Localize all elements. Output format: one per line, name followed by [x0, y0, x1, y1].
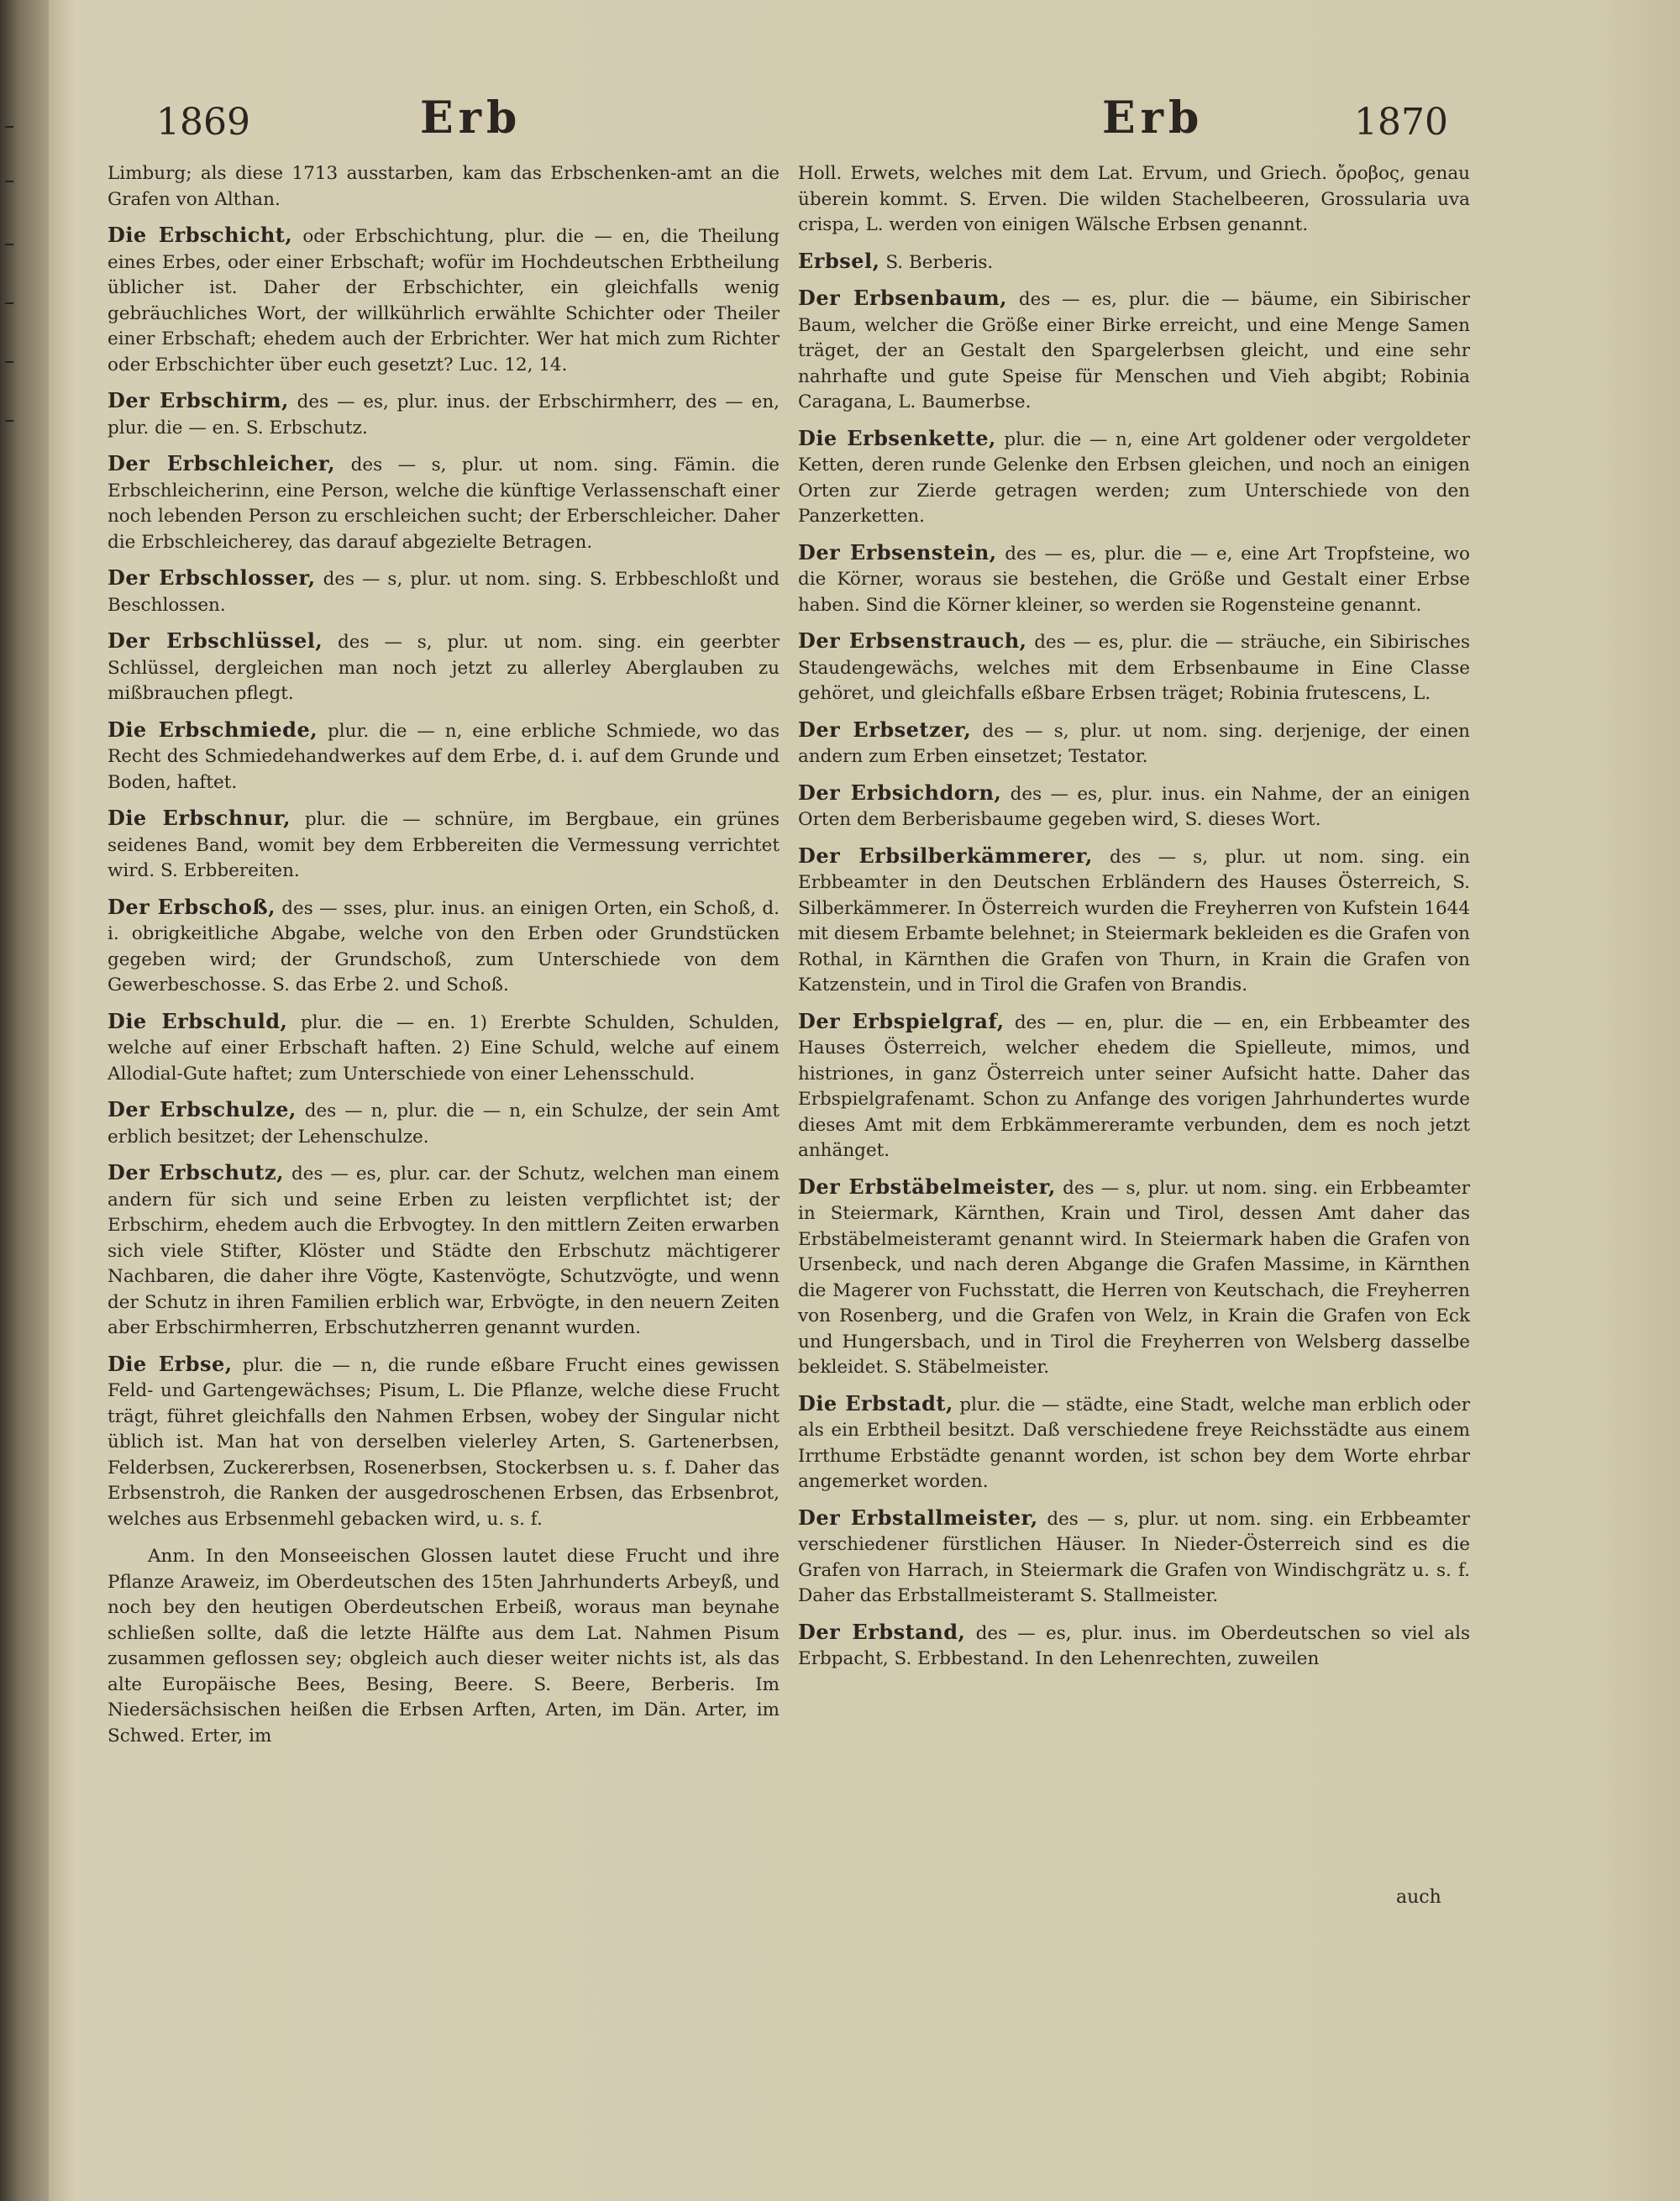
- entry-headword: Der Erbsichdorn,: [798, 780, 1002, 805]
- dictionary-entry: [798, 161, 1470, 239]
- dictionary-entry: [798, 540, 1470, 619]
- dictionary-entry: [108, 717, 780, 796]
- left-page-number: 1869: [156, 101, 250, 144]
- catchword: auch: [1396, 1887, 1441, 1908]
- entry-headword: Der Erbschoß,: [108, 894, 276, 919]
- entry-text: des — n, plur. die — n, ein Schulze, der sein Amt erblich besitzet; der Lehenschulze.: [108, 1100, 780, 1148]
- entry-text: plur. die — n, die runde eßbare Frucht eines gewissen Feld- und Gartengewächses; Pisum, L. Die Pflanze, welche diese Frucht trägt, führet gleichfalls den Nahmen Erbsen, wobey der Singular nicht üblich ist. Man hat von derselben vielerley Arten, S. Gartenerbsen, Felderbsen, Zuckererbsen, Rosenerbsen, Stockerbsen u. s. f. Daher das Erbsenstroh, die Ranken der ausgedroschenen Erbsen, das Erbsenbrot, welches aus Erbsenmehl gebacken wird, u. s. f.: [108, 1354, 780, 1530]
- dictionary-entry: [108, 1009, 780, 1088]
- dictionary-entry: [798, 843, 1470, 999]
- entry-headword: Der Erbschirm,: [108, 388, 289, 412]
- entry-text: oder Erbschichtung, plur. die — en, die Theilung eines Erbes, oder einer Erbschaft; wofür im Hochdeutschen Erbtheilung üblicher ist. Daher der Erbschichter, ein gleichfalls wenig gebräuchliches Wort, der willkührlich erwählte Schichter oder Theiler einer Erbschaft; ehedem auch der Erbrichter. Wer hat mich zum Richter oder Erbschichter über euch gesetzt? Luc. 12, 14.: [108, 226, 780, 376]
- entry-text: des — s, plur. ut nom. sing. S. Erbbeschloßt und Beschlossen.: [108, 569, 780, 616]
- entry-text: Limburg; als diese 1713 ausstarben, kam das Erbschenken-amt an die Grafen von Althan.: [108, 163, 780, 210]
- entry-text: des — es, plur. inus. der Erbschirmherr, des — en, plur. die — en. S. Erbschutz.: [108, 391, 780, 439]
- entry-headword: Der Erbschlüssel,: [108, 628, 323, 653]
- dictionary-entry: [798, 1620, 1470, 1673]
- dictionary-entry: [108, 628, 780, 707]
- dictionary-entry: [798, 717, 1470, 770]
- dictionary-entry: [798, 286, 1470, 416]
- entry-text: des — es, plur. die — bäume, ein Sibirischer Baum, welcher die Größe einer Birke erreicht, und eine Menge Samen träget, der an Gestalt den Spargelerbsen gleicht, und eine sehr nahrhafte und gute Speise für Menschen und Vieh abgibt; Robinia Caragana, L. Baumerbse.: [798, 289, 1471, 412]
- entry-text: des — s, plur. ut nom. sing. ein Erbbeamter in den Deutschen Erbländern des Hauses Österreich, S. Silberkämmerer. In Österreich wurden die Freyherren von Kufstein 1644 mit diesem Erbamte belehnet; in Steiermark bekleiden es die Grafen von Rothal, in Kärnthen die Grafen von Thurn, in Krain die Grafen von Katzenstein, und in Tirol die Grafen von Brandis.: [798, 846, 1471, 995]
- dictionary-entry: [798, 1174, 1470, 1381]
- entry-text: des — es, plur. die — e, eine Art Tropfsteine, wo die Körner, woraus sie bestehen, die Größe und Gestalt einer Erbse haben. Sind die Körner kleiner, so werden sie Rogensteine genannt.: [798, 543, 1470, 616]
- entry-headword: Der Erbstand,: [798, 1619, 966, 1644]
- entry-text: plur. die — n, eine Art goldener oder vergoldeter Ketten, deren runde Gelenke den Erbsen gleichen, und noch an einigen Orten zur Zierde getragen werden; zum Unterschiede von den Panzerketten.: [798, 428, 1470, 527]
- right-page-number: 1870: [1354, 101, 1448, 144]
- entry-text: des — s, plur. ut nom. sing. ein Erbbeamter in Steiermark, Kärnthen, Krain und Tirol, dessen Amt daher das Erbstäbelmeisteramt genannt wird. In Steiermark haben die Grafen von Ursenbeck, und nach deren Abgange die Grafen Massime, in Kärnthen die Magerer von Fuchsstatt, die Herren von Keutschach, die Freyherren von Rosenberg, und die Grafen von Welz, in Krain die Grafen von Eck und Hungersbach, und in Tirol die Freyherren von Welsberg dasselbe bekleidet. S. Stäbelmeister.: [798, 1177, 1470, 1378]
- page-header: [0, 92, 1680, 160]
- entry-text: des — s, plur. ut nom. sing. Fämin. die Erbschleicherinn, eine Person, welche die künftige Verlassenschaft einer noch lebenden Person zu erschleichen sucht; der Erberschleicher. Daher die Erbschleicherey, das darauf abgezielte Betragen.: [108, 454, 780, 553]
- entry-headword: Die Erbschicht,: [108, 223, 293, 247]
- entry-text: plur. die — en. 1) Ererbte Schulden, Schulden, welche auf einer Erbschaft haften. 2) Eine Schuld, welche auf einem Allodial-Gute haftet; zum Unterschiede von einer Lehensschuld.: [108, 1011, 780, 1085]
- entry-text: plur. die — städte, eine Stadt, welche man erblich oder als ein Erbtheil besitzt. Daß verschiedene freye Reichsstädte aus einem Irrthume Erbstädte genannt worden, ist schon bey dem Worte ehrbar angemerket worden.: [798, 1394, 1470, 1492]
- dictionary-entry: [108, 451, 780, 555]
- entry-headword: Der Erbschulze,: [108, 1097, 297, 1122]
- dictionary-entry: [108, 1352, 780, 1533]
- dictionary-entry: [108, 806, 780, 885]
- entry-headword: Der Erbsenstrauch,: [798, 628, 1027, 653]
- entry-headword: Der Erbschleicher,: [108, 451, 336, 475]
- dictionary-entry: [798, 628, 1470, 707]
- entry-headword: Die Erbschmiede,: [108, 717, 318, 742]
- dictionary-entry: [108, 1097, 780, 1150]
- dictionary-entry: [108, 161, 780, 213]
- entry-headword: Die Erbsenkette,: [798, 425, 996, 450]
- entry-text: des — s, plur. ut nom. sing. derjenige, der einen andern zum Erben einsetzet; Testator.: [798, 720, 1470, 767]
- entry-text: des — sses, plur. inus. an einigen Orten, ein Schoß, d. i. obrigkeitliche Abgabe, welche von den Erben oder Grundstücken gegeben wird; der Grundschoß, zum Unterschiede von dem Gewerbeschosse. S. das Erbe 2. und Schoß.: [108, 897, 780, 995]
- entry-text: plur. die — schnüre, im Bergbaue, ein grünes seidenes Band, womit bey dem Erbbereiten die Vermessung verrichtet wird. S. Erbbereiten.: [108, 809, 780, 881]
- left-column: [108, 161, 780, 1749]
- entry-headword: Der Erbschutz,: [108, 1160, 285, 1185]
- right-running-head: Erb: [1102, 92, 1205, 144]
- entry-headword: Der Erbsenbaum,: [798, 286, 1008, 310]
- dictionary-entry: [798, 1009, 1470, 1164]
- entry-headword: Die Erbschuld,: [108, 1008, 288, 1033]
- entry-headword: Der Erbsetzer,: [798, 717, 972, 742]
- entry-headword: Die Erbstadt,: [798, 1390, 953, 1416]
- entry-text: plur. die — n, eine erbliche Schmiede, wo das Recht des Schmiedehandwerkes auf dem Erbe, d. i. auf dem Grunde und Boden, haftet.: [108, 720, 780, 793]
- entry-headword: Die Erbse,: [108, 1351, 233, 1376]
- entry-text: des — es, plur. inus. im Oberdeutschen so viel als Erbpacht, S. Erbbestand. In den Lehenrechten, zuweilen: [798, 1622, 1470, 1669]
- annotation-note: Anm. In den Monseeischen Glossen lautet diese Frucht und ihre Pflanze Araweiz, im Oberdeutschen des 15ten Jahrhunderts Arbeyß, und noch bey den heutigen Oberdeutschen Erbeiß, woraus man beynahe schließen sollte, daß die letzte Hälfte aus dem Lat. Nahmen Pisum zusammen geflossen sey; obgleich auch dieser weiter nichts ist, als das alte Europäische Bees, Besing, Beere. S. Beere, Berberis. Im Niedersächsischen heißen die Erbsen Arften, Arten, im Dän. Arter, im Schwed. Erter, im: [108, 1546, 780, 1747]
- dictionary-entry: [798, 426, 1470, 530]
- dictionary-entry: [798, 780, 1470, 833]
- entry-headword: Der Erbsenstein,: [798, 539, 997, 565]
- entry-text: Holl. Erwets, welches mit dem Lat. Ervum, und Griech. ὄροβος, genau überein kommt. S. Erven. Die wilden Stachelbeeren, Grossularia uva crispa, L. werden von einigen Wälsche Erbsen genannt.: [798, 163, 1470, 235]
- dictionary-entry: [798, 1505, 1470, 1610]
- left-running-head: Erb: [420, 92, 522, 144]
- dictionary-entry: [108, 388, 780, 441]
- book-binding-edge: [0, 0, 49, 2201]
- dictionary-entry: [108, 223, 780, 378]
- entry-text: des — s, plur. ut nom. sing. ein Erbbeamter verschiedener fürstlichen Häuser. In Nieder-Österreich sind es die Grafen von Harrach, in Steiermark die Grafen von Windischgrätz u. s. f. Daher das Erbstallmeisteramt S. Stallmeister.: [798, 1508, 1470, 1606]
- entry-text: des — es, plur. car. der Schutz, welchen man einem andern für sich und seine Erben zu leisten verpflichtet ist; der Erbschirm, ehedem auch die Erbvogtey. In den mittlern Zeiten erwarben sich viele Stifter, Klöster und Städte den Erbschutz mächtigerer Nachbaren, die daher ihre Vögte, Kastenvögte, Schutzvögte, und wenn der Schutz in ihren Familien erblich war, Erbvögte, in den neuern Zeiten aber Erbschirmherren, Erbschutzherren genannt wurden.: [108, 1164, 780, 1338]
- entry-text: des — en, plur. die — en, ein Erbbeamter des Hauses Österreich, welcher ehedem die Spielleute, mimos, und histriones, in ganz Österreich unter seiner Aufsicht hatte. Daher das Erbspielgrafenamt. Schon zu Anfange des vorigen Jahrhundertes wurde dieses Amt mit dem Erbkämmereramte verbunden, dem es noch jetzt anhänget.: [798, 1011, 1470, 1161]
- entry-headword: Erbsel,: [798, 248, 880, 273]
- dictionary-entry: [108, 1160, 780, 1342]
- dictionary-entry: [108, 565, 780, 618]
- entry-text: S. Berberis.: [885, 251, 994, 273]
- entry-headword: Die Erbschnur,: [108, 806, 291, 830]
- entry-headword: Der Erbsilberkämmerer,: [798, 843, 1093, 868]
- dictionary-entry: [798, 249, 1470, 276]
- entry-headword: Der Erbstäbelmeister,: [798, 1174, 1056, 1199]
- entry-text: des — s, plur. ut nom. sing. ein geerbter Schlüssel, dergleichen man noch jetzt zu allerley Aberglauben zu mißbrauchen pflegt.: [108, 632, 780, 704]
- entry-headword: Der Erbspielgraf,: [798, 1008, 1005, 1033]
- dictionary-entry: [798, 1391, 1470, 1495]
- entry-text: des — es, plur. die — sträuche, ein Sibirisches Staudengewächs, welches mit dem Erbsenbaume in Eine Classe gehöret, und gleichfalls eßbare Erbsen träget; Robinia frutescens, L.: [798, 632, 1470, 704]
- entry-headword: Der Erbstallmeister,: [798, 1505, 1038, 1530]
- dictionary-entry: [108, 895, 780, 999]
- entry-text: des — es, plur. inus. ein Nahme, der an einigen Orten dem Berberisbaume gegeben wird, S. dieses Wort.: [798, 783, 1470, 830]
- right-column: [798, 161, 1470, 1683]
- entry-headword: Der Erbschlosser,: [108, 565, 316, 590]
